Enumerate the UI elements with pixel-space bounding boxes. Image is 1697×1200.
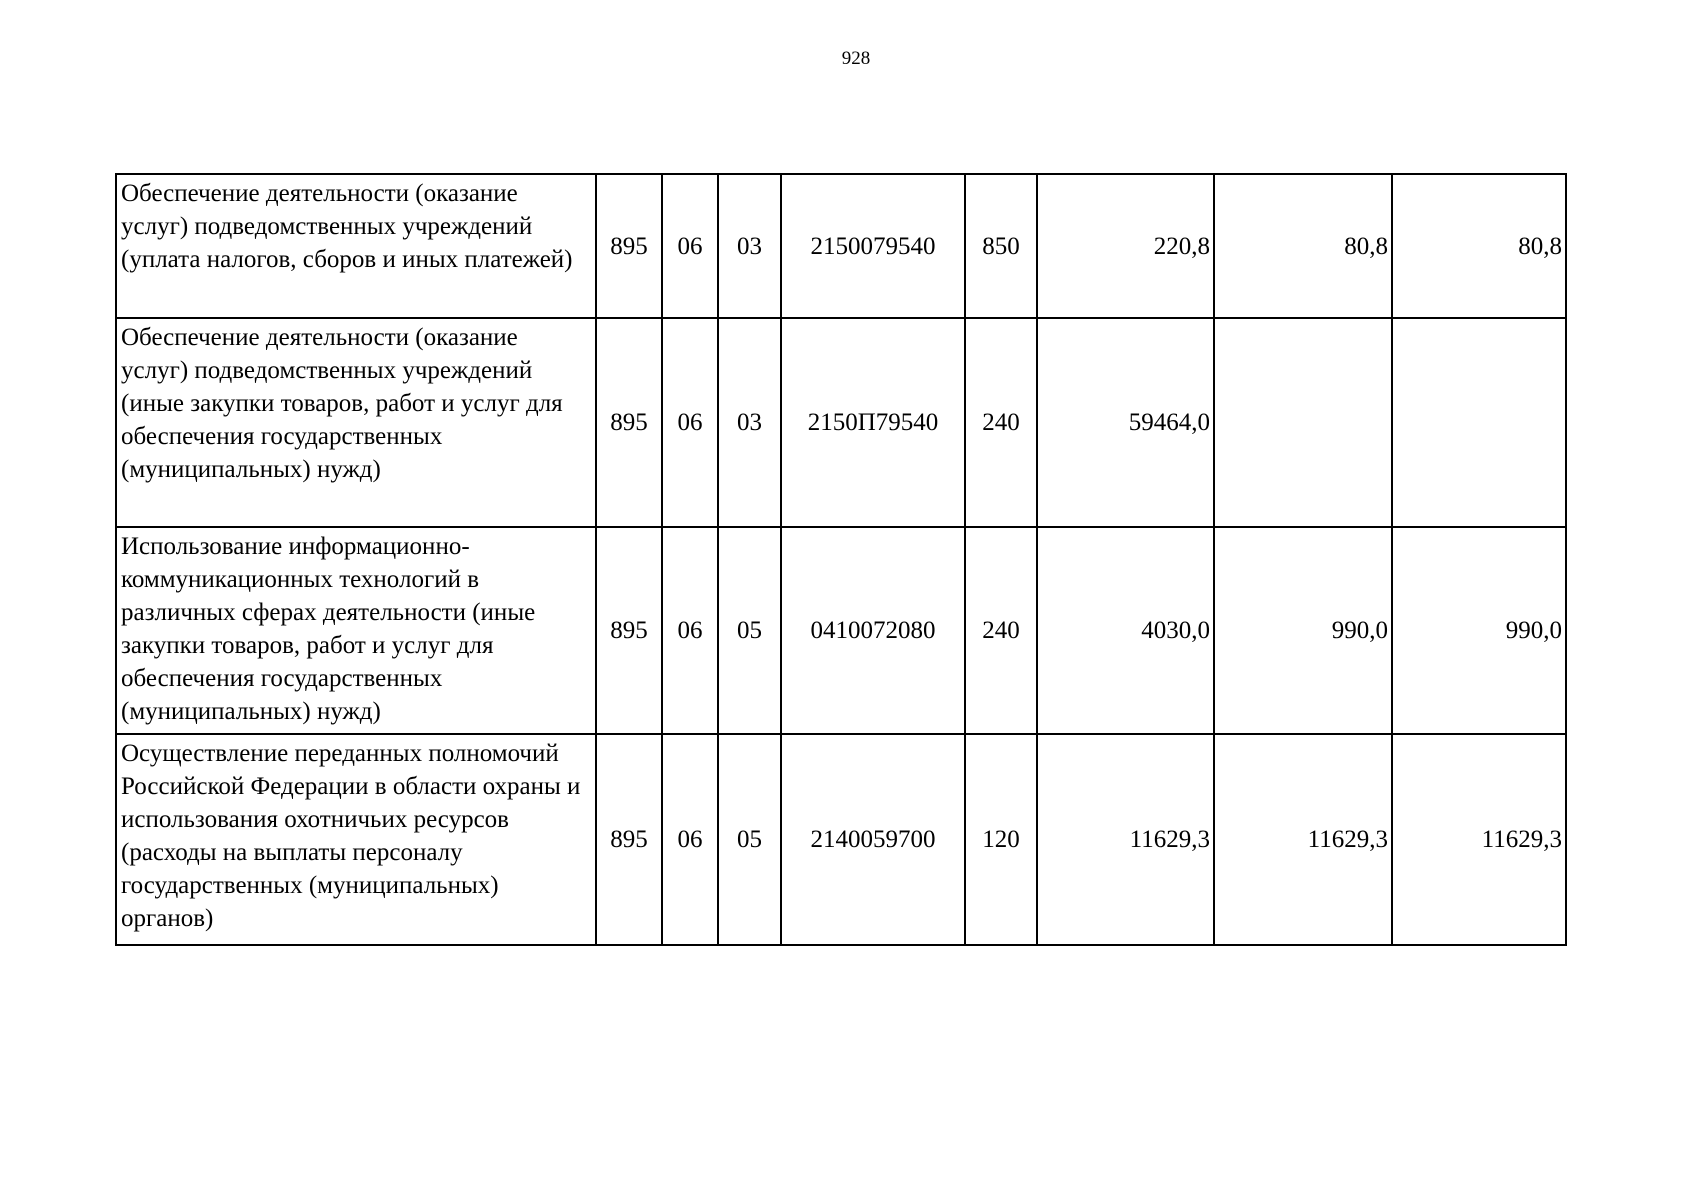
grbs-code: 895: [596, 318, 662, 527]
expense-type-code: 120: [965, 734, 1037, 945]
grbs-code: 895: [596, 527, 662, 734]
table-row: [116, 174, 1566, 318]
amount-year-2: 990,0: [1214, 527, 1392, 734]
target-article-code: 2140059700: [781, 734, 965, 945]
amount-year-3: 11629,3: [1392, 734, 1566, 945]
amount-year-1: 59464,0: [1037, 318, 1214, 527]
amount-year-1: 11629,3: [1037, 734, 1214, 945]
subsection-code: 03: [718, 318, 781, 527]
section-code: 06: [662, 318, 718, 527]
amount-year-2: 80,8: [1214, 174, 1392, 318]
amount-year-1: 220,8: [1037, 174, 1214, 318]
amount-year-3: 990,0: [1392, 527, 1566, 734]
expense-type-code: 240: [965, 527, 1037, 734]
amount-year-2: [1214, 318, 1392, 527]
table-row: [116, 527, 1566, 734]
amount-year-3: 80,8: [1392, 174, 1566, 318]
section-code: 06: [662, 174, 718, 318]
table-row: [116, 734, 1566, 945]
amount-year-1: 4030,0: [1037, 527, 1214, 734]
target-article-code: 0410072080: [781, 527, 965, 734]
section-code: 06: [662, 527, 718, 734]
table-row: [116, 318, 1566, 527]
subsection-code: 05: [718, 734, 781, 945]
row-description: Использование информационно-коммуникационных технологий в различных сферах деятельности (иные закупки товаров, работ и услуг для обеспечения государственных (муниципальных) нужд): [116, 527, 596, 734]
subsection-code: 05: [718, 527, 781, 734]
page-number: 928: [841, 48, 871, 69]
grbs-code: 895: [596, 174, 662, 318]
amount-year-3: [1392, 318, 1566, 527]
expense-type-code: 850: [965, 174, 1037, 318]
subsection-code: 03: [718, 174, 781, 318]
target-article-code: 2150079540: [781, 174, 965, 318]
expense-type-code: 240: [965, 318, 1037, 527]
row-description: Осуществление переданных полномочий Российской Федерации в области охраны и использования охотничьих ресурсов (расходы на выплаты персоналу государственных (муниципальных) органов): [116, 734, 596, 945]
amount-year-2: 11629,3: [1214, 734, 1392, 945]
row-description: Обеспечение деятельности (оказание услуг) подведомственных учреждений (уплата налогов, сборов и иных платежей): [116, 174, 596, 318]
budget-table: [115, 173, 1567, 946]
target-article-code: 2150П79540: [781, 318, 965, 527]
row-description: Обеспечение деятельности (оказание услуг) подведомственных учреждений (иные закупки товаров, работ и услуг для обеспечения государственных (муниципальных) нужд): [116, 318, 596, 527]
grbs-code: 895: [596, 734, 662, 945]
section-code: 06: [662, 734, 718, 945]
